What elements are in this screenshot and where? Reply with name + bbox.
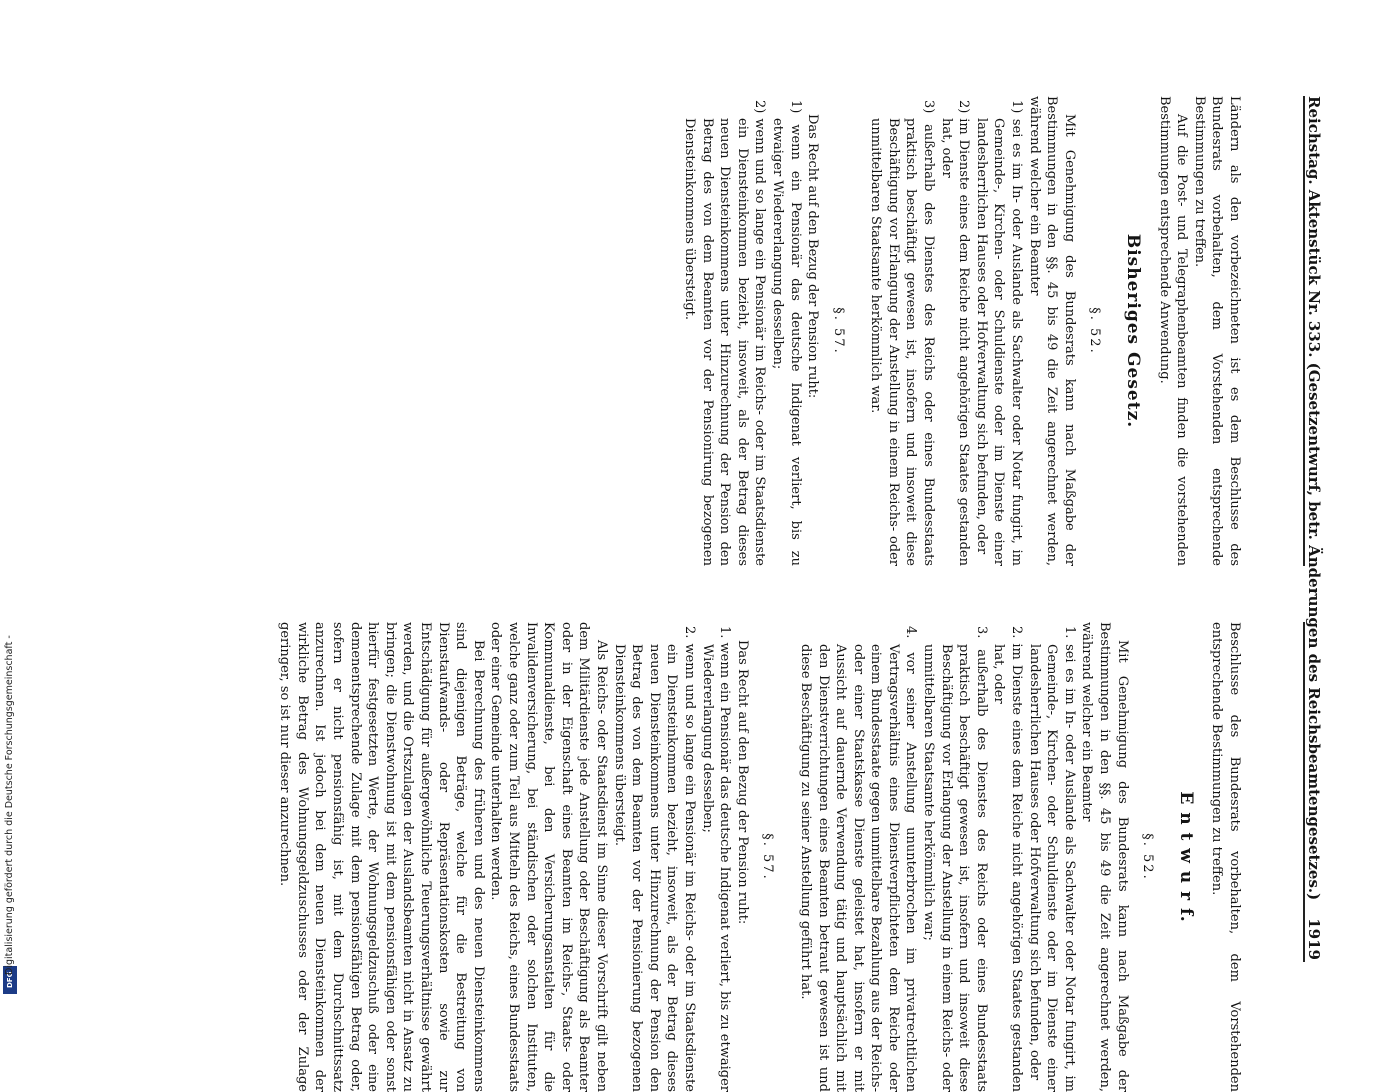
right-sec52-text: Mit Genehmigung des Bundesrats kann nach Maßgabe der Bestimmungen in den §§. 45 bis 49 die Zeit angerechnet werden, während welcher ein Beamter: [1079, 622, 1130, 1092]
right-column-title: E n t w u r f.: [1175, 791, 1196, 923]
right-sec52-item: 1. sei es im In- oder Auslande als Sachwalter oder Notar fungirt, im Gemeinde-, Kirchen- oder Schuldienste oder im Dienste einer landesherrlichen Hauses oder Hofverwaltung sich befunden, oder: [1026, 626, 1077, 1092]
right-sec52-item: 3. außerhalb des Dienstes des Reichs oder eines Bundesstaats praktisch beschäftigt gewesen ist, insofern und insoweit diese Beschäftigung vor Erlangung der Anstellung in einem Reichs- oder unmittelbaren Staatsamte herkömmlich war;: [921, 626, 989, 1092]
header-rule-left: [1303, 96, 1305, 566]
right-sec52-item: 2. im Dienste eines dem Reiche nicht angehörigen Staates gestanden hat, oder: [991, 626, 1025, 1092]
right-sec52-heading: §. 52.: [1140, 833, 1156, 881]
left-sec52-item: 3) außerhalb des Dienstes des Reichs oder eines Bundesstaats praktisch beschäftigt gewesen ist, insofern und insoweit diese Beschäftigung vor Erlangung der Anstellung in einem Reichs- oder unmittelbaren Staatsamte herkömmlich war.: [868, 100, 937, 566]
right-sec57-para: Bei Berechnung des früheren und des neuen Diensteinkommens sind diejenigen Beträge, welche für die Bestreitung von Dienstaufwands- oder Repräsentationskosten sowie zur Entschädigung für außergewöhnliche Teuerungsverhältnisse gewährt werden, und die Ortszulagen der Auslandsbeamten nicht in Ansatz zu bringen; die Dienstwohnung ist mit dem pensionsfähigen oder sonst hierfür festgesetzten Werte, der Wohnungsgeldzuschuß oder eine demenentsprechende Zulage mit dem pensionsfähigen Betrag oder, sofern er nicht pensionsfähig ist, mit dem Durchschnittssatz anzurechnen. Ist jedoch bei dem neuen Diensteinkommen der wirkliche Betrag des Wohnungsgeldzuschusses oder der Zulage geringer, so ist nur dieser anzurechnen.: [277, 622, 486, 1092]
right-sec57-heading: §. 57.: [760, 833, 776, 881]
left-column: [680, 96, 1243, 566]
header-rule-right: [1303, 622, 1305, 962]
left-intro: Ländern als den vorbezeichneten ist es dem Beschlusse des Bundesrats vorbehalten, dem Vorstehenden entsprechende Bestimmungen zu treffen.: [1191, 96, 1242, 566]
right-intro: Beschlusse des Bundesrats vorbehalten, dem Vorstehenden entsprechende Bestimmungen zu treffen.: [1209, 622, 1242, 1092]
dfg-logo: DFG: [3, 966, 17, 994]
footer-text: Digitalisierung gefördert durch die Deutsche Forschungsgemeinschaft -: [4, 635, 15, 975]
left-sec52-item: 2) im Dienste eines dem Reiche nicht angehörigen Staates gestanden hat, oder: [938, 100, 972, 566]
right-sec52-item: 4. vor seiner Anstellung ununterbrochen im privatrechtlichen Vertragsverhältnis eines Dienstverpflichteten dem Reiche oder einem Bundesstaate gegen unmittelbare Bezahlung aus der Reichs- oder einer Staatskasse Dienste geleistet hat, insofern er mit Aussicht auf dauernde Verwendung tätig und hauptsächlich mit den Dienstverrichtungen eines Beamten betraut gewesen ist und diese Beschäftigung zu seiner Anstellung geführt hat.: [797, 626, 919, 1092]
page-header: Reichstag. Aktenstück Nr. 333. (Gesetzentwurf, betr. Änderungen des Reichsbeamtengesetzes.): [1305, 96, 1323, 901]
left-sec57-heading: §. 57.: [830, 307, 846, 355]
page-number: 1919: [1305, 918, 1323, 960]
right-column: [276, 622, 1243, 1092]
left-sec52-heading: §. 52.: [1087, 307, 1103, 355]
right-sec57-item: 2. wenn und so lange ein Pensionär im Reichs- oder im Staatsdienste ein Diensteinkommen bezieht, insoweit, als der Betrag dieses neuen Diensteinkommens unter Hinzurechnung der Pension den Betrag des von dem Beamten vor der Pensionierung bezogenen Diensteinkommens übersteigt.: [611, 626, 697, 1092]
left-sec57-item: 2) wenn und so lange ein Pensionär im Reichs- oder im Staatsdienste ein Diensteinkommen bezieht, insoweit, als der Betrag dieses neuen Diensteinkommens unter Hinzurechnung der Pension den Betrag des von dem Beamten vor der Pensionirung bezogenen Diensteinkommens übersteigt.: [681, 100, 768, 566]
left-sec57-text: Das Recht auf den Bezug der Pension ruht:: [805, 114, 821, 399]
right-sec57-text: Das Recht auf den Bezug der Pension ruht:: [734, 640, 750, 925]
left-sec57-item: 1) wenn ein Pensionär das deutsche Indigenat verliert, bis zu etwaiger Wiedererlangung desselben;: [769, 100, 803, 566]
left-sec52-item: 1) sei es im In- oder Auslande als Sachwalter oder Notar fungirt, im Gemeinde-, Kirchen- oder Schuldienste oder im Dienste einer landesherrlichen Hauses oder Hofverwaltung sich befunden, oder: [973, 100, 1025, 566]
left-sec52-text: Mit Genehmigung des Bundesrats kann nach Maßgabe der Bestimmungen in den §§. 45 bis 49 die Zeit angerechnet werden, während welcher ein Beamter: [1026, 96, 1077, 566]
left-column-title: Bisheriges Gesetz.: [1123, 233, 1144, 429]
right-sec57-para: Als Reichs- oder Staatsdienst im Sinne dieser Vorschrift gilt neben dem Militärdienste jede Anstellung oder Beschäftigung als Beamter oder in der Eigenschaft eines Beamten im Reichs-, Staats- oder Kommunaldienste, bei den Versicherungsanstalten für die Invalidenversicherung, bei ständischen oder solchen Instituten, welche ganz oder zum Teil aus Mitteln des Reichs, eines Bundesstaats oder einer Gemeinde unterhalten werden.: [488, 622, 609, 1092]
left-intro-2: Auf die Post- und Telegraphenbeamten finden die vorstehenden Bestimmungen entsprechende Anwendung.: [1156, 96, 1190, 566]
right-sec57-item: 1. wenn ein Pensionär das deutsche Indigenat verliert, bis zu etwaiger Wiedererlangung desselben;: [699, 626, 733, 1092]
